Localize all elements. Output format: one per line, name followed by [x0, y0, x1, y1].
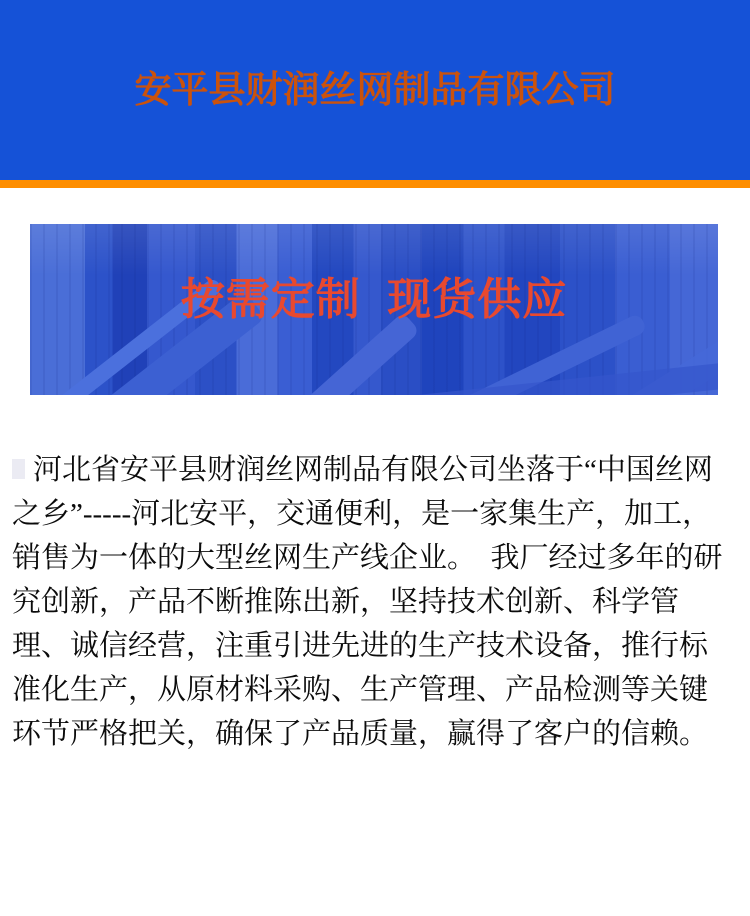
about-line	[12, 448, 738, 492]
orange-divider	[0, 180, 750, 188]
indent-placeholder	[12, 459, 25, 479]
company-header	[0, 0, 750, 180]
about-paragraph	[12, 448, 738, 756]
hero-banner-image[interactable]	[30, 224, 718, 395]
about-line: 之乡”-----河北安平，交通便利，是一家集生产，加工，	[12, 498, 712, 530]
about-line-text: 河北省安平县财润丝网制品有限公司坐落于“中国丝网	[33, 454, 713, 486]
banner-caption: 按需定制 现货供应	[180, 274, 568, 324]
company-title: 安平县财润丝网制品有限公司	[134, 69, 616, 110]
about-line: 理、诚信经营，注重引进先进的生产技术设备，推行标	[12, 630, 709, 662]
about-line: 环节严格把关，确保了产品质量，赢得了客户的信赖。	[12, 718, 709, 750]
about-line: 销售为一体的大型丝网生产线企业。 我厂经过多年的研	[12, 542, 723, 574]
about-line: 究创新，产品不断推陈出新，坚持技术创新、科学管	[12, 586, 680, 618]
about-line: 准化生产，从原材料采购、生产管理、产品检测等关键	[12, 674, 709, 706]
